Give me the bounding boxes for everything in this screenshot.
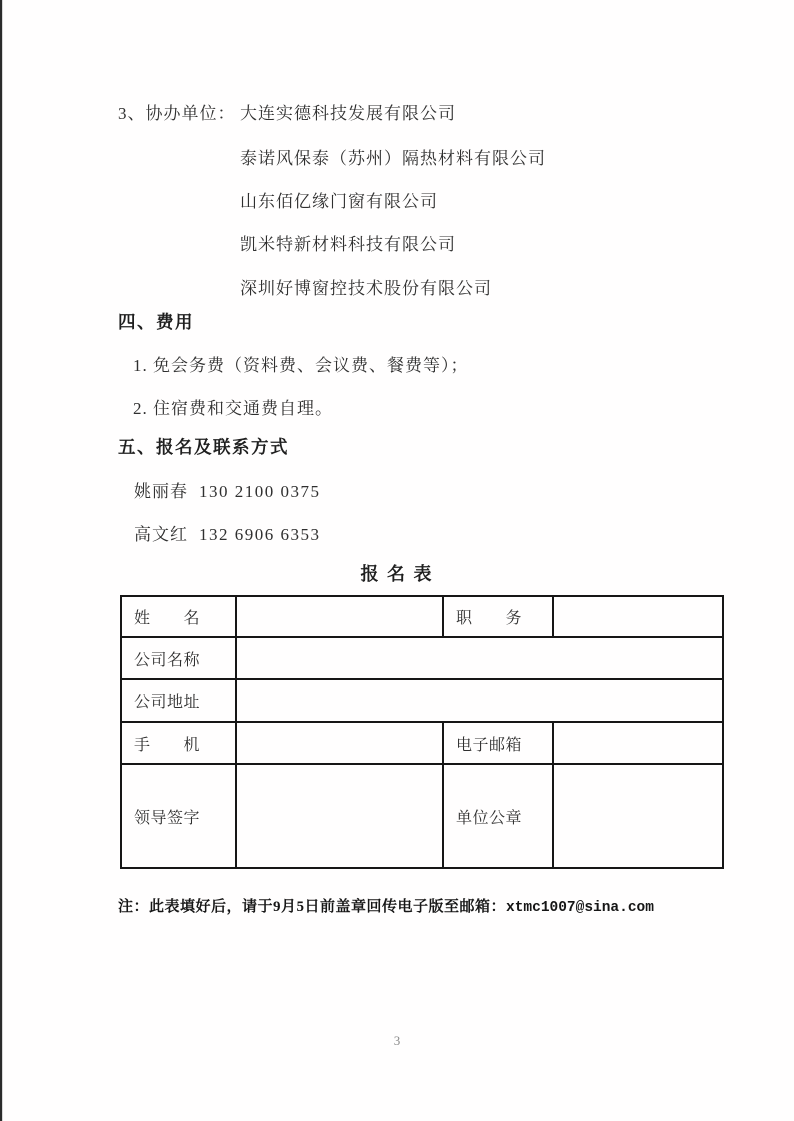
cell-value-company-address [236, 679, 723, 722]
co-organizer-label: 3、协办单位： [118, 104, 236, 123]
submission-email: xtmc1007@sina.com [506, 900, 654, 916]
contact-phone-2: 132 6906 6353 [199, 525, 321, 544]
co-organizer-company-4: 凯米特新材料科技有限公司 [240, 235, 456, 254]
section-heading-contact: 五、报名及联系方式 [118, 437, 289, 457]
table-row-signature-seal [121, 764, 723, 868]
fee-item-2: 2. 住宿费和交通费自理。 [133, 399, 333, 418]
cell-label-leader-signature: 领导签字 [121, 764, 236, 868]
cell-value-name [236, 596, 443, 637]
table-row-company-name [121, 637, 723, 679]
submission-note [118, 895, 654, 916]
cell-label-title: 职 务 [443, 596, 553, 637]
cell-value-mobile [236, 722, 443, 764]
cell-label-company-name: 公司名称 [121, 637, 236, 679]
contact-entry-2 [134, 524, 321, 545]
fee-item-1: 1. 免会务费（资料费、会议费、餐费等）； [133, 356, 469, 375]
table-row-mobile-email [121, 722, 723, 764]
cell-label-company-address: 公司地址 [121, 679, 236, 722]
co-organizer-company-3: 山东佰亿缘门窗有限公司 [240, 192, 438, 211]
contact-name-2: 高文红 [134, 525, 188, 544]
submission-note-text: 注：此表填好后，请于9月5日前盖章回传电子版至邮箱： [118, 899, 507, 915]
contact-entry-1 [134, 481, 321, 502]
registration-table [120, 595, 724, 869]
co-organizer-company-5: 深圳好博窗控技术股份有限公司 [240, 279, 492, 298]
section-heading-fees: 四、费用 [118, 312, 194, 332]
cell-value-email [553, 722, 723, 764]
page-number: 3 [393, 1033, 401, 1048]
contact-phone-1: 130 2100 0375 [199, 482, 321, 501]
cell-value-company-seal [553, 764, 723, 868]
contact-name-1: 姚丽春 [134, 482, 188, 501]
cell-label-name: 姓 名 [121, 596, 236, 637]
cell-label-company-seal: 单位公章 [443, 764, 553, 868]
cell-value-title [553, 596, 723, 637]
table-row-company-address [121, 679, 723, 722]
co-organizer-company-1: 大连实德科技发展有限公司 [240, 104, 456, 123]
cell-value-company-name [236, 637, 723, 679]
form-title: 报 名 表 [360, 564, 434, 584]
cell-label-email: 电子邮箱 [443, 722, 553, 764]
cell-label-mobile: 手 机 [121, 722, 236, 764]
co-organizer-company-2: 泰诺风保泰（苏州）隔热材料有限公司 [240, 149, 546, 168]
table-row-name-title [121, 596, 723, 637]
cell-value-leader-signature [236, 764, 443, 868]
co-organizer-line [118, 103, 456, 124]
